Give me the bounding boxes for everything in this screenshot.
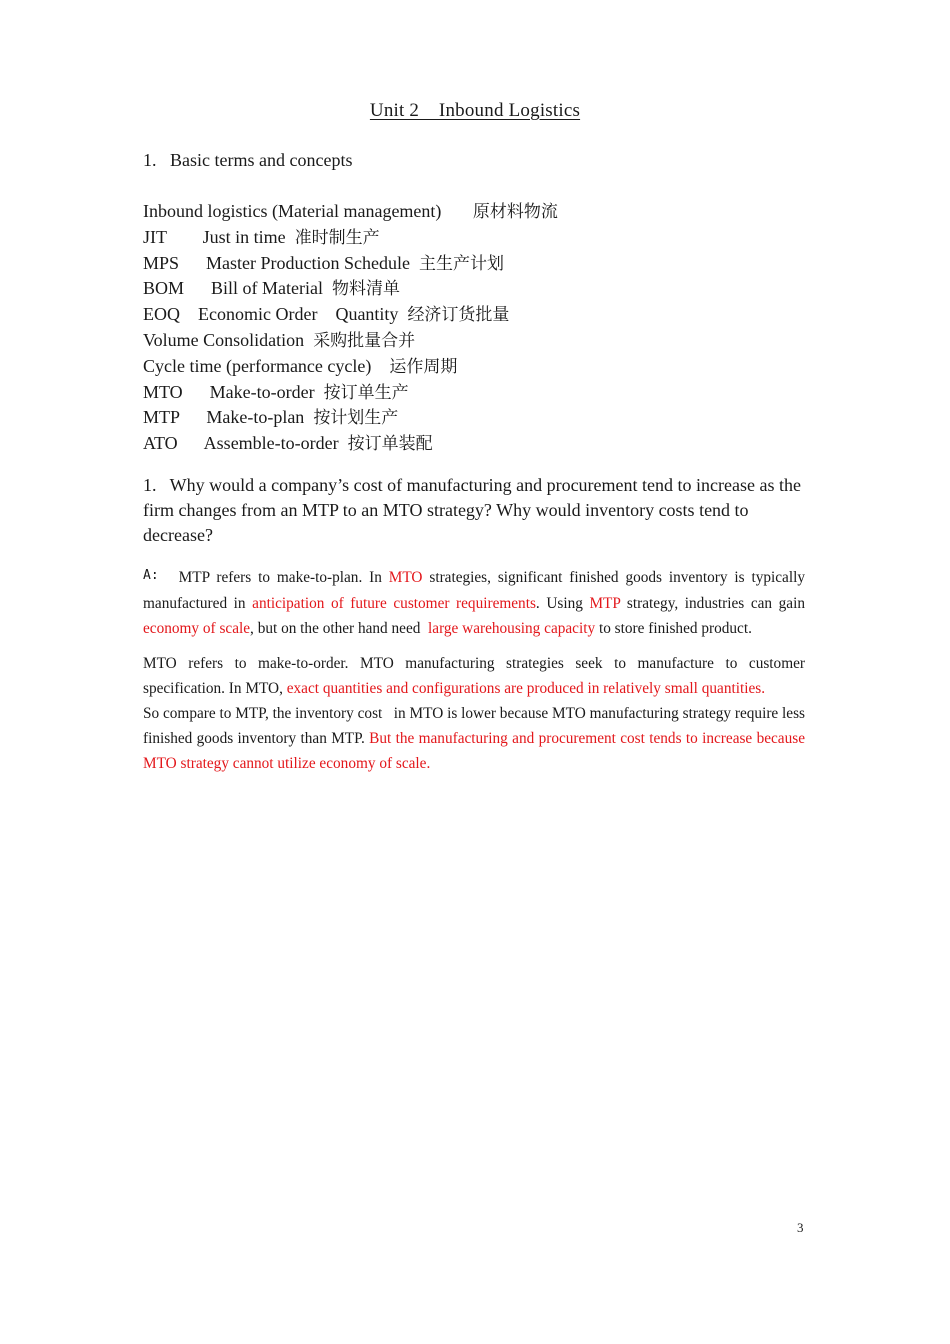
term-row <box>143 328 558 354</box>
answer-text: So compare to MTP, the inventory cost in MTO is lower because MTO manufacturing strategy require less finished goods inventory than MTP. <box>143 705 809 747</box>
term-row <box>143 276 558 302</box>
answer-highlight: MTP <box>589 595 621 612</box>
page-number: 3 <box>797 1220 804 1235</box>
answer-paragraph-3 <box>143 701 809 776</box>
term-english: MTO Make-to-order <box>143 381 315 402</box>
answer-text: strategy, industries can gain <box>620 595 805 612</box>
answer-text: MTO refers to make-to-order. MTO manufacturing strategies seek to manufacture to customer specification. In MTO, <box>143 655 805 697</box>
term-english: MPS Master Production Schedule <box>143 252 410 273</box>
term-row <box>143 380 558 406</box>
section-heading: 1. Basic terms and concepts <box>143 150 353 170</box>
term-chinese: 运作周期 <box>389 356 458 377</box>
term-row <box>143 225 558 251</box>
term-english: JIT Just in time <box>143 226 286 247</box>
term-row <box>143 302 558 328</box>
answer-text: MTP refers to make-to-plan. In <box>178 569 389 586</box>
answer-text: to store finished product. <box>595 620 752 637</box>
page-title-text: Unit 2 Inbound Logistics <box>369 100 581 121</box>
term-english: BOM Bill of Material <box>143 278 323 299</box>
term-chinese: 采购批量合并 <box>313 330 416 351</box>
answer-paragraph-1 <box>143 565 805 641</box>
term-chinese: 按计划生产 <box>313 408 399 429</box>
answer-highlight: economy of scale <box>143 620 251 637</box>
answer-block <box>143 565 809 776</box>
answer-label: A: <box>143 568 159 583</box>
term-english: Cycle time (performance cycle) <box>143 355 372 376</box>
term-row <box>143 199 558 225</box>
term-english: MTP Make-to-plan <box>143 407 305 428</box>
term-row <box>143 405 558 431</box>
term-english: EOQ Economic Order Quantity <box>143 304 399 325</box>
terms-list <box>143 199 558 457</box>
term-chinese: 按订单生产 <box>323 382 409 403</box>
term-row <box>143 251 558 277</box>
term-chinese: 经济订货批量 <box>407 305 510 326</box>
term-chinese: 按订单装配 <box>347 434 433 455</box>
term-chinese: 准时制生产 <box>294 227 380 248</box>
term-row <box>143 354 558 380</box>
term-chinese: 物料清单 <box>331 279 400 300</box>
answer-highlight: But the manufacturing and procurement cost tends to increase because MTO strategy cannot utilize economy of scale. <box>143 730 805 772</box>
answer-highlight: exact quantities and configurations are produced in relatively small quantities. <box>286 680 766 697</box>
term-chinese: 主生产计划 <box>419 253 504 274</box>
term-row <box>143 431 558 457</box>
answer-paragraph-2 <box>143 651 805 701</box>
answer-text: , but on the other hand need <box>250 620 429 637</box>
answer-highlight: MTO <box>388 569 423 586</box>
term-chinese: 原材料物流 <box>472 202 558 222</box>
answer-highlight: large warehousing capacity <box>428 620 596 637</box>
term-english: ATO Assemble-to-order <box>143 433 339 454</box>
answer-text: strategies, significant finished goods inventory is typically manufactured in <box>143 569 805 612</box>
page-title <box>0 100 950 122</box>
term-english: Volume Consolidation <box>143 329 305 350</box>
question-text: 1. Why would a company’s cost of manufacturing and procurement tend to increase as the firm changes from an MTP to an MTO strategy? Why would inventory costs tend to decrease? <box>143 475 806 545</box>
term-english: Inbound logistics (Material management) <box>143 201 442 221</box>
answer-highlight: anticipation of future customer requirements <box>252 595 536 612</box>
answer-text: . Using <box>535 595 590 612</box>
